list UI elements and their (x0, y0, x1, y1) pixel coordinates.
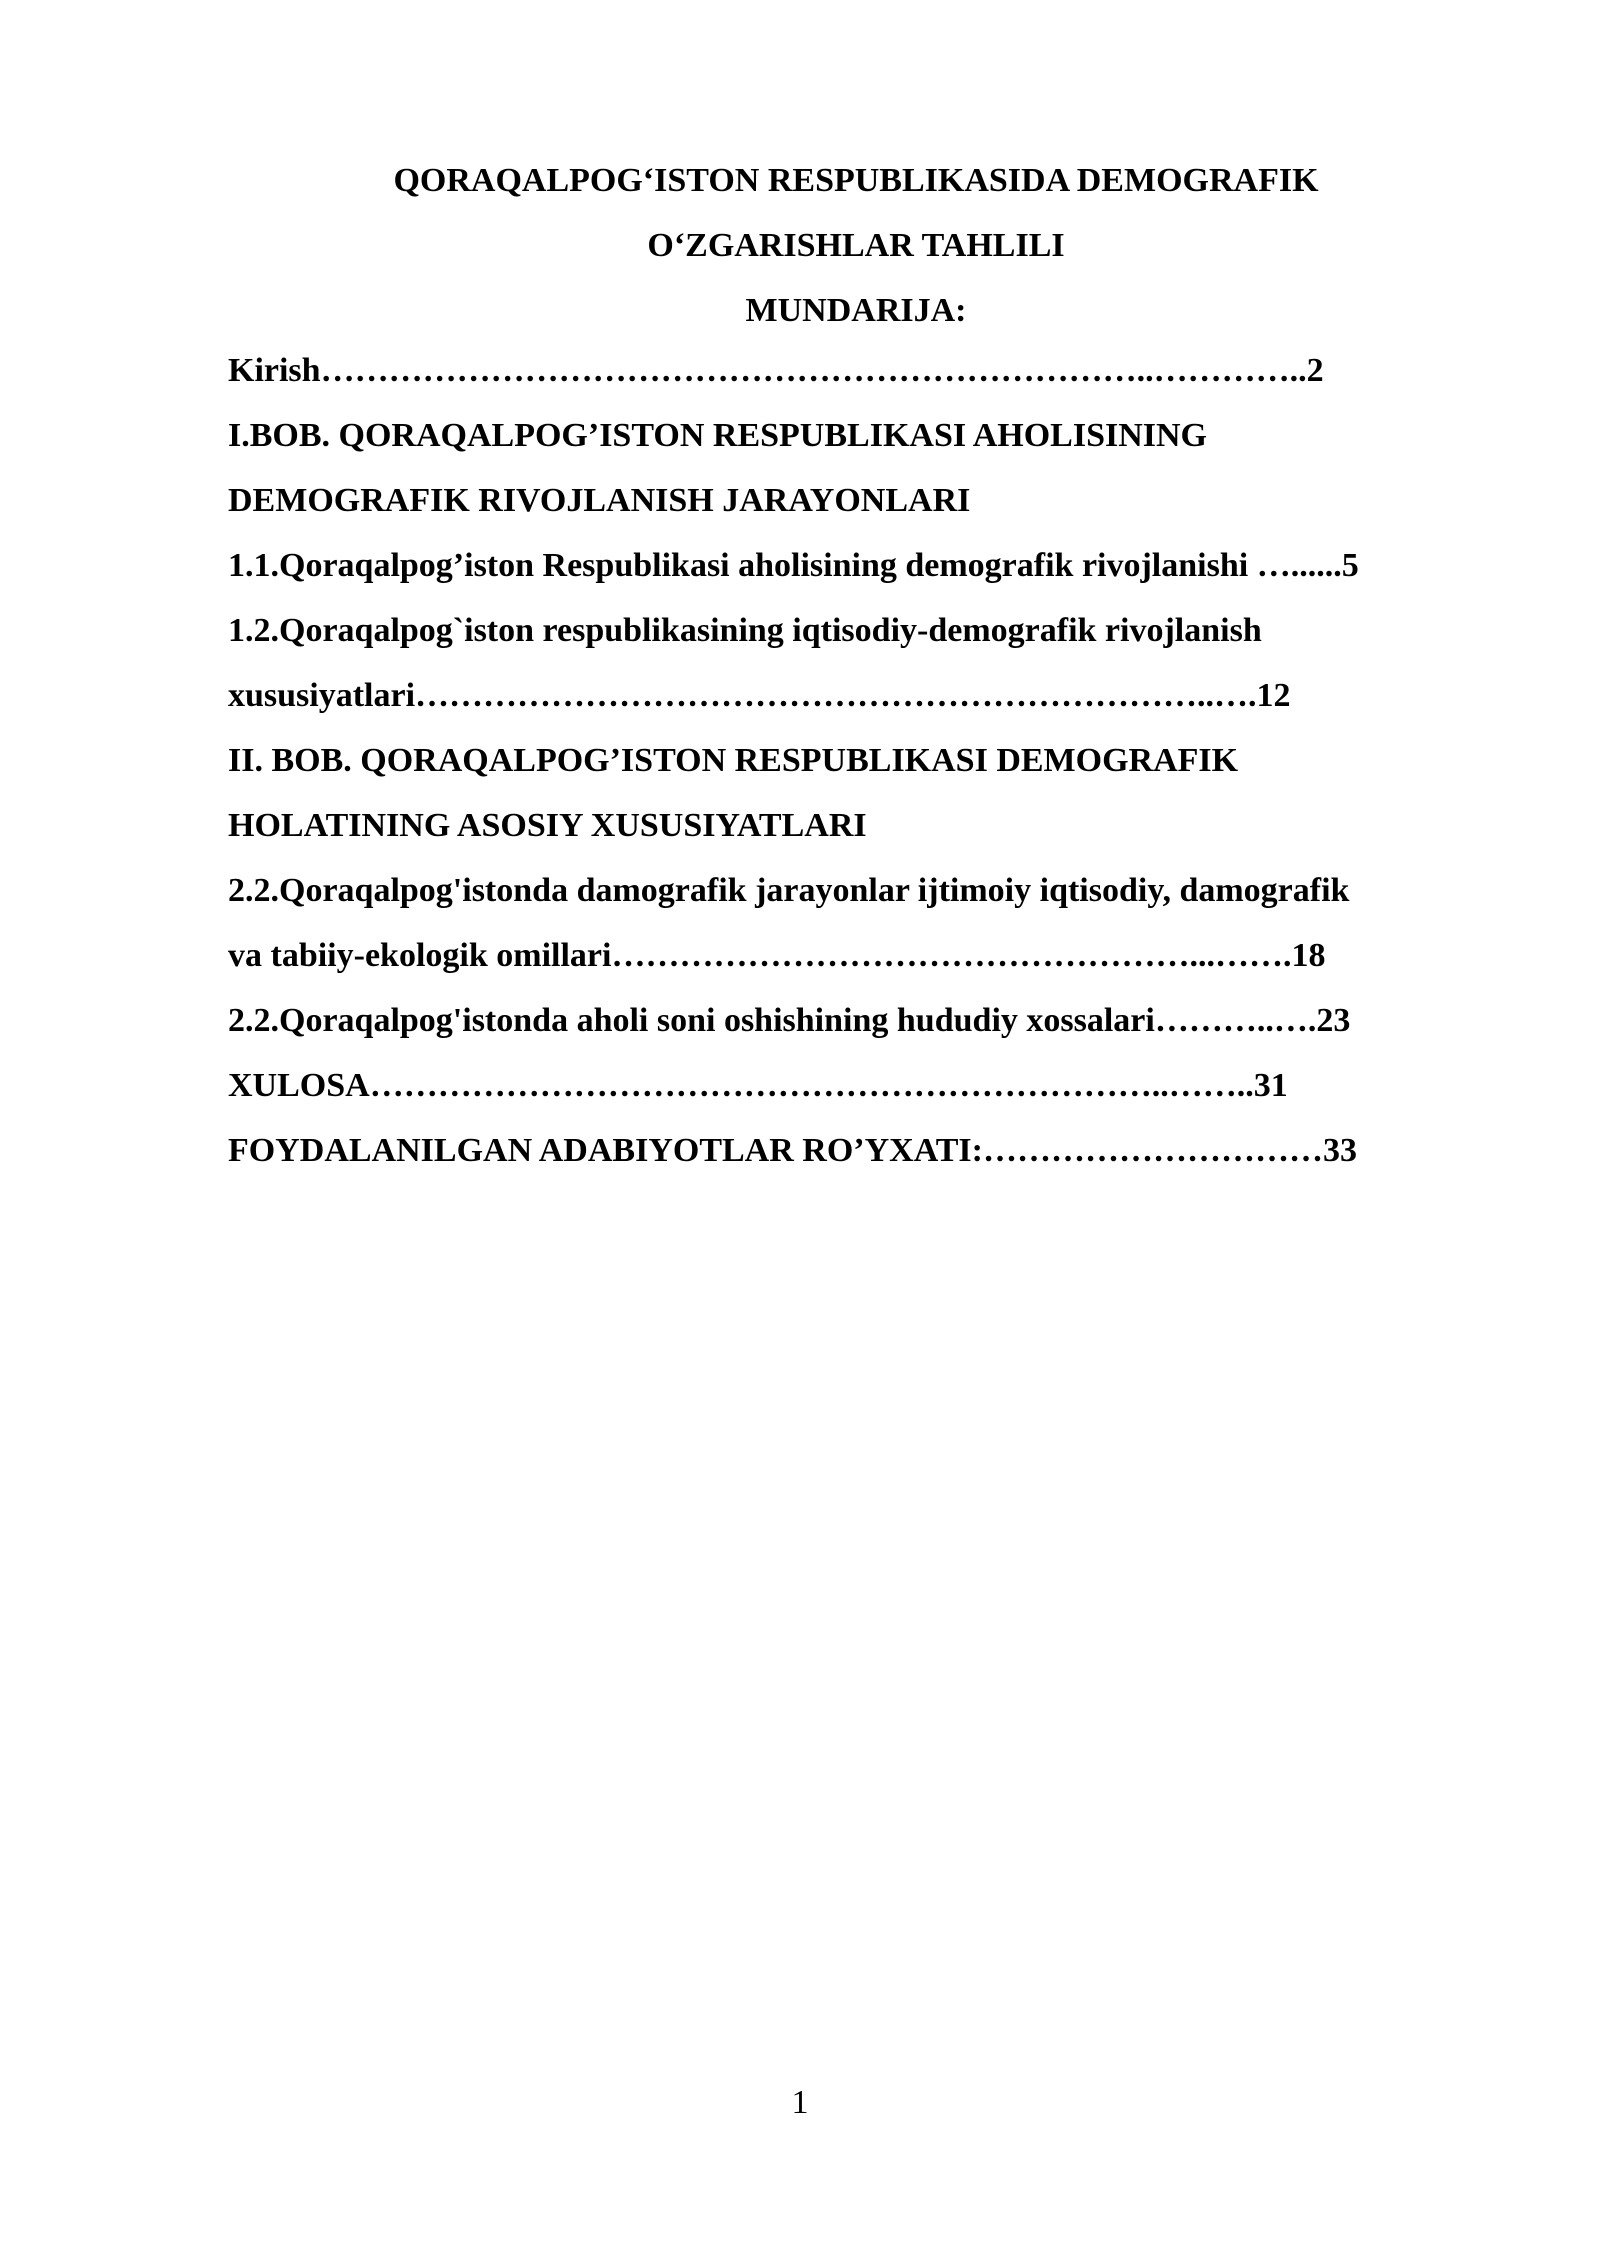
toc-entry-section-2-1-line-2: va tabiiy-ekologik omillari……………………………………………...…….18 (228, 937, 1326, 974)
document-title-line-1: QORAQALPOG‘ISTON RESPUBLIKASIDA DEMOGRAFIK (393, 162, 1319, 199)
toc-entry-section-1-1: 1.1.Qoraqalpog’iston Respublikasi aholisining demografik rivojlanishi …......5 (228, 547, 1359, 584)
toc-entry-section-2-2: 2.2.Qoraqalpog'istonda aholi soni oshishining hududiy xossalari………..….23 (228, 1002, 1351, 1039)
toc-chapter-2-heading-line-1: II. BOB. QORAQALPOG’ISTON RESPUBLIKASI DEMOGRAFIK (228, 742, 1239, 779)
document-title-line-2: O‘ZGARISHLAR TAHLILI (647, 227, 1065, 264)
toc-chapter-1-heading-line-1: I.BOB. QORAQALPOG’ISTON RESPUBLIKASI AHOLISINING (228, 417, 1207, 454)
toc-entry-section-1-2-line-2: xususiyatlari……………………………………………………………..….12 (228, 677, 1291, 714)
table-of-contents (228, 338, 1488, 1183)
document-title-block (228, 148, 1484, 343)
contents-heading: MUNDARIJA: (745, 292, 967, 329)
toc-entry-section-1-2-line-1: 1.2.Qoraqalpog`iston respublikasining iqtisodiy-demografik rivojlanish (228, 612, 1262, 649)
toc-entry-conclusion: XULOSA……………………………………………………………..……..31 (228, 1067, 1288, 1104)
page-number: 1 (791, 2084, 809, 2121)
toc-chapter-2-heading-line-2: HOLATINING ASOSIY XUSUSIYATLARI (228, 807, 867, 844)
toc-entry-introduction: Kirish………………………………………………………………..…………..2 (228, 352, 1324, 389)
toc-chapter-1-heading-line-2: DEMOGRAFIK RIVOJLANISH JARAYONLARI (228, 482, 971, 519)
toc-entry-references: FOYDALANILGAN ADABIYOTLAR RO’YXATI:…………………………33 (228, 1132, 1357, 1169)
toc-entry-section-2-1-line-1: 2.2.Qoraqalpog'istonda damografik jarayonlar ijtimoiy iqtisodiy, damografik (228, 872, 1350, 909)
